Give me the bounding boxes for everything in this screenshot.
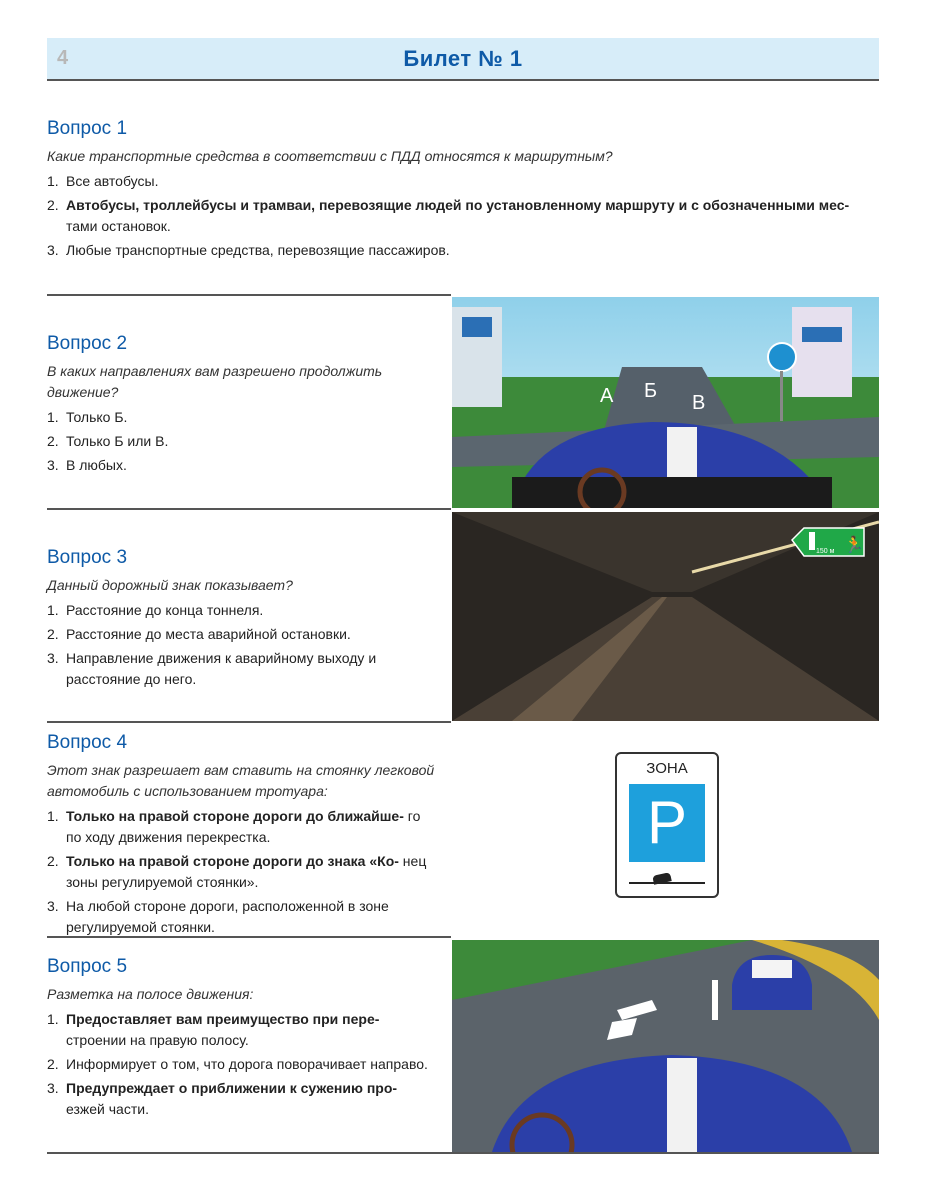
divider bbox=[47, 1152, 879, 1154]
question-heading: Вопрос 1 bbox=[47, 118, 128, 139]
answer-number: 1. bbox=[47, 173, 59, 189]
answer-text: Информирует о том, что дорога поворачивает направо. bbox=[66, 1056, 428, 1072]
question-text: Какие транспортные средства в соответствии с ПДД относятся к маршрутным? bbox=[47, 148, 613, 164]
emergency-exit-sign bbox=[792, 528, 864, 556]
question-4 bbox=[47, 732, 437, 941]
answer-option bbox=[47, 1009, 437, 1051]
answer-number: 1. bbox=[47, 808, 59, 824]
answer-option bbox=[47, 431, 437, 452]
parking-p-icon: P bbox=[629, 784, 705, 862]
answer-number: 2. bbox=[47, 433, 59, 449]
answer-text: Расстояние до места аварийной остановки. bbox=[66, 626, 351, 642]
question-heading: Вопрос 3 bbox=[47, 547, 128, 568]
answer-option bbox=[47, 455, 437, 476]
answer-text-bold: Автобусы, троллейбусы и трамваи, перевозящие людей по установленному маршруту и с обозначенными мес- bbox=[66, 197, 850, 213]
intersection-scene-image bbox=[452, 297, 879, 508]
answer-text: тами остановок. bbox=[66, 218, 171, 234]
answer-text-bold: Только на правой стороне дороги до знака «Ко- bbox=[66, 853, 399, 869]
question-heading: Вопрос 2 bbox=[47, 333, 128, 354]
label-a: А bbox=[600, 385, 614, 407]
answer-list bbox=[47, 1009, 437, 1120]
answer-option bbox=[47, 240, 879, 261]
sign-distance: 150 м bbox=[816, 548, 835, 555]
tunnel-scene-image bbox=[452, 512, 879, 721]
question-text: В каких направлениях вам разрешено продолжить движение? bbox=[47, 363, 383, 400]
answer-number: 3. bbox=[47, 457, 59, 473]
answer-option bbox=[47, 624, 437, 645]
answer-option bbox=[47, 896, 437, 938]
parking-zone-sign bbox=[615, 752, 719, 898]
answer-number: 2. bbox=[47, 1056, 59, 1072]
question-text: Этот знак разрешает вам ставить на стоянку легковой автомобиль с использованием тротуара: bbox=[47, 762, 435, 799]
answer-option bbox=[47, 648, 437, 690]
question-text: Данный дорожный знак показывает? bbox=[47, 577, 293, 593]
answer-option bbox=[47, 1078, 437, 1120]
answer-text: Любые транспортные средства, перевозящие пассажиров. bbox=[66, 242, 450, 258]
answer-number: 3. bbox=[47, 898, 59, 914]
road-marking-scene-image bbox=[452, 940, 879, 1152]
answer-number: 2. bbox=[47, 853, 59, 869]
answer-list bbox=[47, 407, 437, 476]
answer-option bbox=[47, 195, 879, 237]
answer-text: строении на правую полосу. bbox=[66, 1032, 249, 1048]
question-1 bbox=[47, 118, 879, 264]
answer-number: 2. bbox=[47, 626, 59, 642]
answer-number: 2. bbox=[47, 197, 59, 213]
answer-option bbox=[47, 407, 437, 428]
divider bbox=[47, 936, 451, 938]
divider bbox=[47, 294, 451, 296]
answer-number: 1. bbox=[47, 602, 59, 618]
question-5 bbox=[47, 956, 437, 1123]
answer-text: Направление движения к аварийному выходу и расстояние до него. bbox=[66, 650, 377, 687]
answer-option bbox=[47, 1054, 437, 1075]
answer-text: Только Б или В. bbox=[66, 433, 169, 449]
answer-text: Все автобусы. bbox=[66, 173, 159, 189]
question-heading: Вопрос 4 bbox=[47, 732, 128, 753]
answer-text: езжей части. bbox=[66, 1101, 149, 1117]
sign-zone-text: ЗОНА bbox=[646, 760, 688, 777]
divider bbox=[47, 721, 451, 723]
answer-text: го по ходу движения перекрестка. bbox=[66, 808, 421, 845]
question-text: Разметка на полосе движения: bbox=[47, 986, 254, 1002]
question-3 bbox=[47, 547, 437, 693]
answer-text: Расстояние до конца тоннеля. bbox=[66, 602, 264, 618]
answer-list bbox=[47, 600, 437, 690]
page-number: 4 bbox=[57, 47, 69, 69]
answer-number: 1. bbox=[47, 1011, 59, 1027]
answer-option bbox=[47, 171, 879, 192]
question-2 bbox=[47, 333, 437, 479]
answer-number: 3. bbox=[47, 650, 59, 666]
answer-option bbox=[47, 600, 437, 621]
answer-text: Только Б. bbox=[66, 409, 128, 425]
page-title: Билет № 1 bbox=[403, 46, 523, 71]
car-on-sidewalk-icon bbox=[629, 874, 705, 884]
answer-text: На любой стороне дороги, расположенной в зоне регулируемой стоянки. bbox=[66, 898, 389, 935]
answer-option bbox=[47, 806, 437, 848]
answer-text: нец зоны регулируемой стоянки». bbox=[66, 853, 427, 890]
divider bbox=[47, 508, 451, 510]
answer-number: 3. bbox=[47, 1080, 59, 1096]
label-v: В bbox=[692, 392, 706, 414]
answer-text: В любых. bbox=[66, 457, 127, 473]
answer-list bbox=[47, 806, 437, 938]
answer-text-bold: Предупреждает о приближении к сужению про- bbox=[66, 1080, 398, 1096]
question-heading: Вопрос 5 bbox=[47, 956, 128, 977]
svg-text:🏃: 🏃 bbox=[844, 535, 864, 554]
answer-text-bold: Только на правой стороне дороги до ближайше- bbox=[66, 808, 404, 824]
page-header bbox=[47, 38, 879, 81]
answer-option bbox=[47, 851, 437, 893]
answer-number: 3. bbox=[47, 242, 59, 258]
answer-list bbox=[47, 171, 879, 261]
answer-text-bold: Предоставляет вам преимущество при пере- bbox=[66, 1011, 380, 1027]
label-b: Б bbox=[644, 380, 658, 402]
answer-number: 1. bbox=[47, 409, 59, 425]
